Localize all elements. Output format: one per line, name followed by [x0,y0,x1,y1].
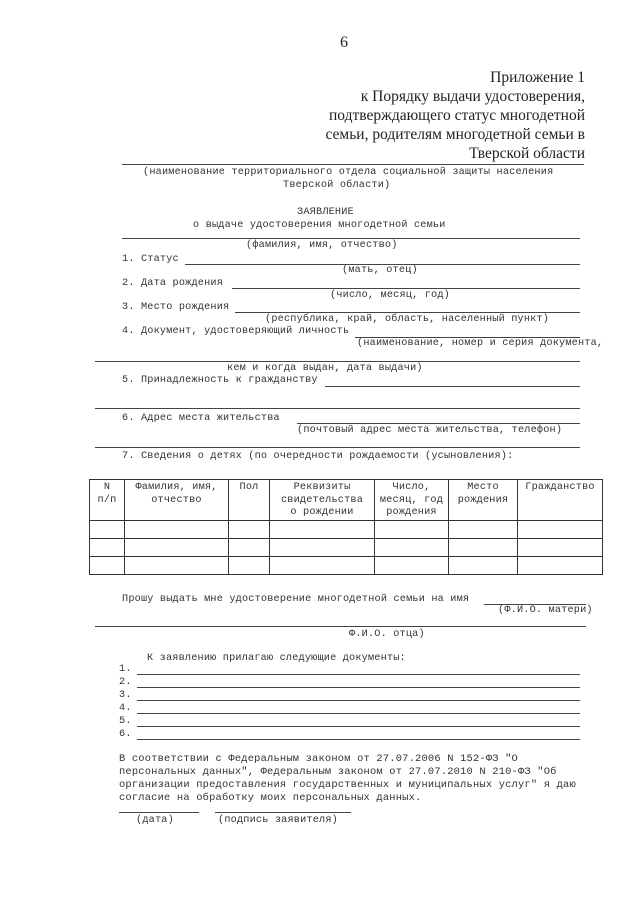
page-number: 6 [340,34,348,51]
table-cell[interactable] [375,538,449,556]
appendix-header [265,68,585,163]
citizenship-line-1[interactable] [325,386,580,387]
col-header-birth-place: Место рождения [449,480,518,521]
birth-date-label: 2. Дата рождения [122,278,224,289]
attachment-number: 2. [119,677,132,688]
birth-place-caption: (республика, край, область, населенный пункт) [265,314,550,325]
table-cell[interactable] [125,520,229,538]
table-cell[interactable] [449,538,518,556]
table-cell[interactable] [229,520,270,538]
table-cell[interactable] [518,556,603,574]
birth-place-label: 3. Место рождения [122,302,230,313]
date-line[interactable] [119,812,199,813]
request-text: Прошу выдать мне удостоверение многодетной семьи на имя [122,594,470,605]
birth-date-caption: (число, месяц, год) [330,290,450,301]
dept-line[interactable] [122,164,584,165]
address-label: 6. Адрес места жительства [122,413,280,424]
table-row [90,520,603,538]
birth-place-line[interactable] [235,312,580,313]
id-doc-line-2[interactable] [95,361,580,362]
table-cell[interactable] [270,556,375,574]
appendix-line: Приложение 1 [490,69,585,86]
consent-line-4: согласие на обработку моих персональных данных. [119,792,422,804]
table-header-row [90,480,603,521]
appendix-line: семьи, родителям многодетной семьи в [325,126,585,143]
attachment-line[interactable] [137,700,580,701]
address-line-2[interactable] [95,447,580,448]
citizenship-label: 5. Принадлежность к гражданству [122,375,318,386]
children-table [89,479,603,575]
table-cell[interactable] [90,520,125,538]
appendix-line: к Порядку выдачи удостоверения, [360,88,585,105]
table-cell[interactable] [518,520,603,538]
attachment-line[interactable] [137,739,580,740]
col-header-certificate: Реквизиты свидетельства о рождении [270,480,375,521]
mother-caption: (Ф.И.О. матери) [498,605,593,616]
table-cell[interactable] [375,520,449,538]
fio-caption: (фамилия, имя, отчество) [246,240,398,251]
table-cell[interactable] [229,556,270,574]
citizenship-line-2[interactable] [95,408,580,409]
attachment-number: 4. [119,703,132,714]
table-cell[interactable] [449,520,518,538]
col-header-number: N п/п [90,480,125,521]
col-header-birth-date: Число, месяц, год рождения [375,480,449,521]
birth-date-line[interactable] [232,288,580,289]
col-header-sex: Пол [229,480,270,521]
attachment-number: 6. [119,729,132,740]
address-caption: (почтовый адрес места жительства, телефон) [297,425,563,436]
table-row [90,538,603,556]
table-cell[interactable] [270,538,375,556]
table-cell[interactable] [270,520,375,538]
table-cell[interactable] [229,538,270,556]
appendix-line: подтверждающего статус многодетной [329,107,585,124]
consent-line-1: В соответствии с Федеральным законом от 27.07.2006 N 152-ФЗ "О [119,753,518,765]
status-caption: (мать, отец) [342,265,418,276]
table-cell[interactable] [90,556,125,574]
consent-line-3: организации предоставления государственных и муниципальных услуг" я даю [119,779,576,791]
table-cell[interactable] [518,538,603,556]
attachment-line[interactable] [137,713,580,714]
col-header-citizenship: Гражданство [518,480,603,521]
appendix-line: Тверской области [469,145,585,162]
table-cell[interactable] [90,538,125,556]
date-caption: (дата) [136,815,174,826]
table-cell[interactable] [375,556,449,574]
id-doc-label: 4. Документ, удостоверяющий личность [122,326,350,337]
address-line-1[interactable] [297,423,580,424]
consent-line-2: персональных данных", Федеральным законом от 27.07.2010 N 210-ФЗ "Об [119,766,557,778]
children-label: 7. Сведения о детях (по очередности рождаемости (усыновления): [122,451,514,462]
attachment-number: 5. [119,716,132,727]
status-label: 1. Статус [122,254,179,265]
attachment-number: 3. [119,690,132,701]
signature-caption: (подпись заявителя) [218,815,338,826]
dept-caption-1: (наименование территориального отдела социальной защиты населения [143,167,554,178]
attachment-line[interactable] [137,674,580,675]
fio-line[interactable] [122,238,580,239]
table-cell[interactable] [125,556,229,574]
col-header-fio: Фамилия, имя, отчество [125,480,229,521]
dept-caption-2: Тверской области) [283,180,391,191]
father-caption: Ф.И.О. отца) [349,629,425,640]
id-doc-caption-1: (наименование, номер и серия документа, [357,338,604,349]
table-row [90,556,603,574]
attachments-intro: К заявлению прилагаю следующие документы: [147,653,406,664]
table-cell[interactable] [125,538,229,556]
signature-line[interactable] [215,812,351,813]
father-name-line[interactable] [95,626,586,627]
attachment-number: 1. [119,664,132,675]
id-doc-caption-2: кем и когда выдан, дата выдачи) [227,363,423,374]
attachment-line[interactable] [137,726,580,727]
table-cell[interactable] [449,556,518,574]
attachment-line[interactable] [137,687,580,688]
form-subtitle: о выдаче удостоверения многодетной семьи [193,220,446,231]
form-title: ЗАЯВЛЕНИЕ [297,207,354,218]
